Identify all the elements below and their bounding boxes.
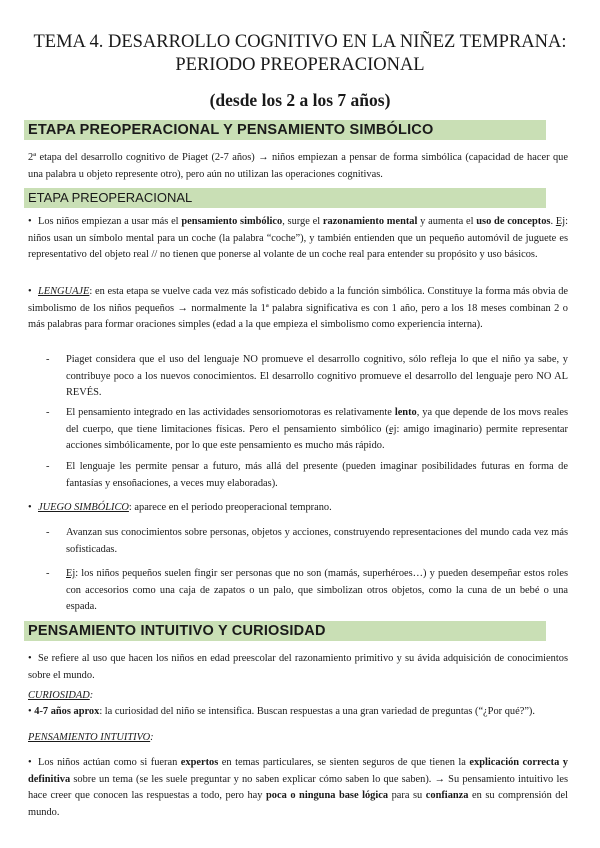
- section1-intro: 2ª etapa del desarrollo cognitivo de Piaget (2-7 años) → niños empiezan a pensar de forma simbólica (capacidad de hacer que una palabra u objeto represente otro), pero aún no utilizan las operaciones cognitivas.: [28, 152, 568, 180]
- document-title-line2: PERIODO PREOPERACIONAL: [175, 55, 425, 75]
- juego-label: JUEGO SIMBÓLICO: [38, 502, 129, 513]
- lenguaje-point-2: El pensamiento integrado en las actividades sensoriomotoras es relativamente lento, ya que depende de los movs reales del cuerpo, que tiene limitaciones físicas. Pero el pensamiento simbólico (ej: amigo imaginario) permite representar acciones simbólicamente, por lo que este pensamiento es mucho más rápido.: [66, 407, 568, 452]
- paragraph-lenguaje: • LENGUAJE: en esta etapa se vuelve cada vez más sofisticado debido a la función simbólica. Constituye la forma más obvia de simbolismo de los niños pequeños → normalmente la 1ª palabra significativa es con 1 año, pero a los 18 meses combinan 2 o más palabras para formar oraciones simples (edad a la que empieza el simbolismo como experiencia interna).: [28, 286, 568, 331]
- intuitivo-paragraph: • Los niños actúan como si fueran expertos en temas particulares, se sienten seguros de que tienen la explicación correcta y definitiva sobre un tema (se les suele preguntar y no saben explicar cómo saben lo que saben). → Su pensamiento intuitivo les hace creer que conocen las respuestas a todo, pero hay poca o ninguna base lógica para su confianza en su comprensión del mundo.: [28, 757, 568, 819]
- bullet-icon: •: [28, 502, 32, 513]
- juego-point-2: Ej: los niños pequeños suelen fingir ser personas que no son (mamás, superhéroes…) y pueden desempeñar estos roles con accesorios como una caja de zapatos o un palo, que simbolizan otros objetos, como la cuna de un bebé o una espada.: [66, 568, 568, 613]
- document-title-line1: TEMA 4. DESARROLLO COGNITIVO EN LA NIÑEZ TEMPRANA:: [33, 32, 567, 52]
- dash-icon: -: [46, 568, 50, 579]
- bullet-icon: •: [28, 653, 32, 664]
- subsection-heading-etapa: ETAPA PREOPERACIONAL: [24, 188, 546, 208]
- section2-intro: • Se refiere al uso que hacen los niños en edad preescolar del razonamiento primitivo y su ávida adquisición de conocimientos sobre el mundo.: [28, 653, 568, 681]
- lenguaje-label: LENGUAJE: [38, 286, 90, 297]
- dash-icon: -: [46, 461, 50, 472]
- paragraph-juego: • JUEGO SIMBÓLICO: aparece en el periodo preoperacional temprano.: [28, 500, 568, 517]
- juego-point-1: Avanzan sus conocimientos sobre personas, objetos y acciones, construyendo representaciones del mundo cada vez más sofisticadas.: [66, 527, 568, 555]
- dash-icon: -: [46, 527, 50, 538]
- lenguaje-point-3: El lenguaje les permite pensar a futuro, más allá del presente (pueden imaginar posibilidades futuras en forma de fantasías y ensoñaciones, a veces muy elaboradas).: [66, 461, 568, 489]
- document-subtitle: (desde los 2 a los 7 años): [209, 90, 391, 110]
- section-heading-etapa-simbolico: ETAPA PREOPERACIONAL Y PENSAMIENTO SIMBÓLICO: [24, 120, 546, 140]
- section-heading-intuitivo-curiosidad: PENSAMIENTO INTUITIVO Y CURIOSIDAD: [24, 621, 546, 641]
- curiosidad-heading: CURIOSIDAD:: [28, 690, 94, 701]
- bullet-icon: •: [28, 757, 32, 768]
- dash-icon: -: [46, 354, 50, 365]
- bullet-icon: •: [28, 286, 32, 297]
- paragraph-simbolico: • Los niños empiezan a usar más el pensamiento simbólico, surge el razonamiento mental y aumenta el uso de conceptos. Ej: niños usan un símbolo mental para un coche (la palabra “coche”), y también entienden que un pequeño automóvil de juguete es representativo del objeto real // no tienen que ponerse al volante de un coche real para entender su propósito y uso básicos.: [28, 216, 568, 261]
- dash-icon: -: [46, 407, 50, 418]
- intuitivo-heading: PENSAMIENTO INTUITIVO:: [28, 732, 154, 743]
- bullet-icon: •: [28, 706, 35, 717]
- lenguaje-point-1: Piaget considera que el uso del lenguaje NO promueve el desarrollo cognitivo, sólo refleja lo que el niño ya sabe, y contribuye poco a los nuevos conocimientos. El desarrollo cognitivo promueve el desarrollo del lenguaje pero NO AL REVÉS.: [66, 354, 568, 399]
- bullet-icon: •: [28, 216, 32, 227]
- curiosidad-paragraph: • 4-7 años aprox: la curiosidad del niño se intensifica. Buscan respuestas a una gran variedad de preguntas (“¿Por qué?”).: [28, 706, 535, 717]
